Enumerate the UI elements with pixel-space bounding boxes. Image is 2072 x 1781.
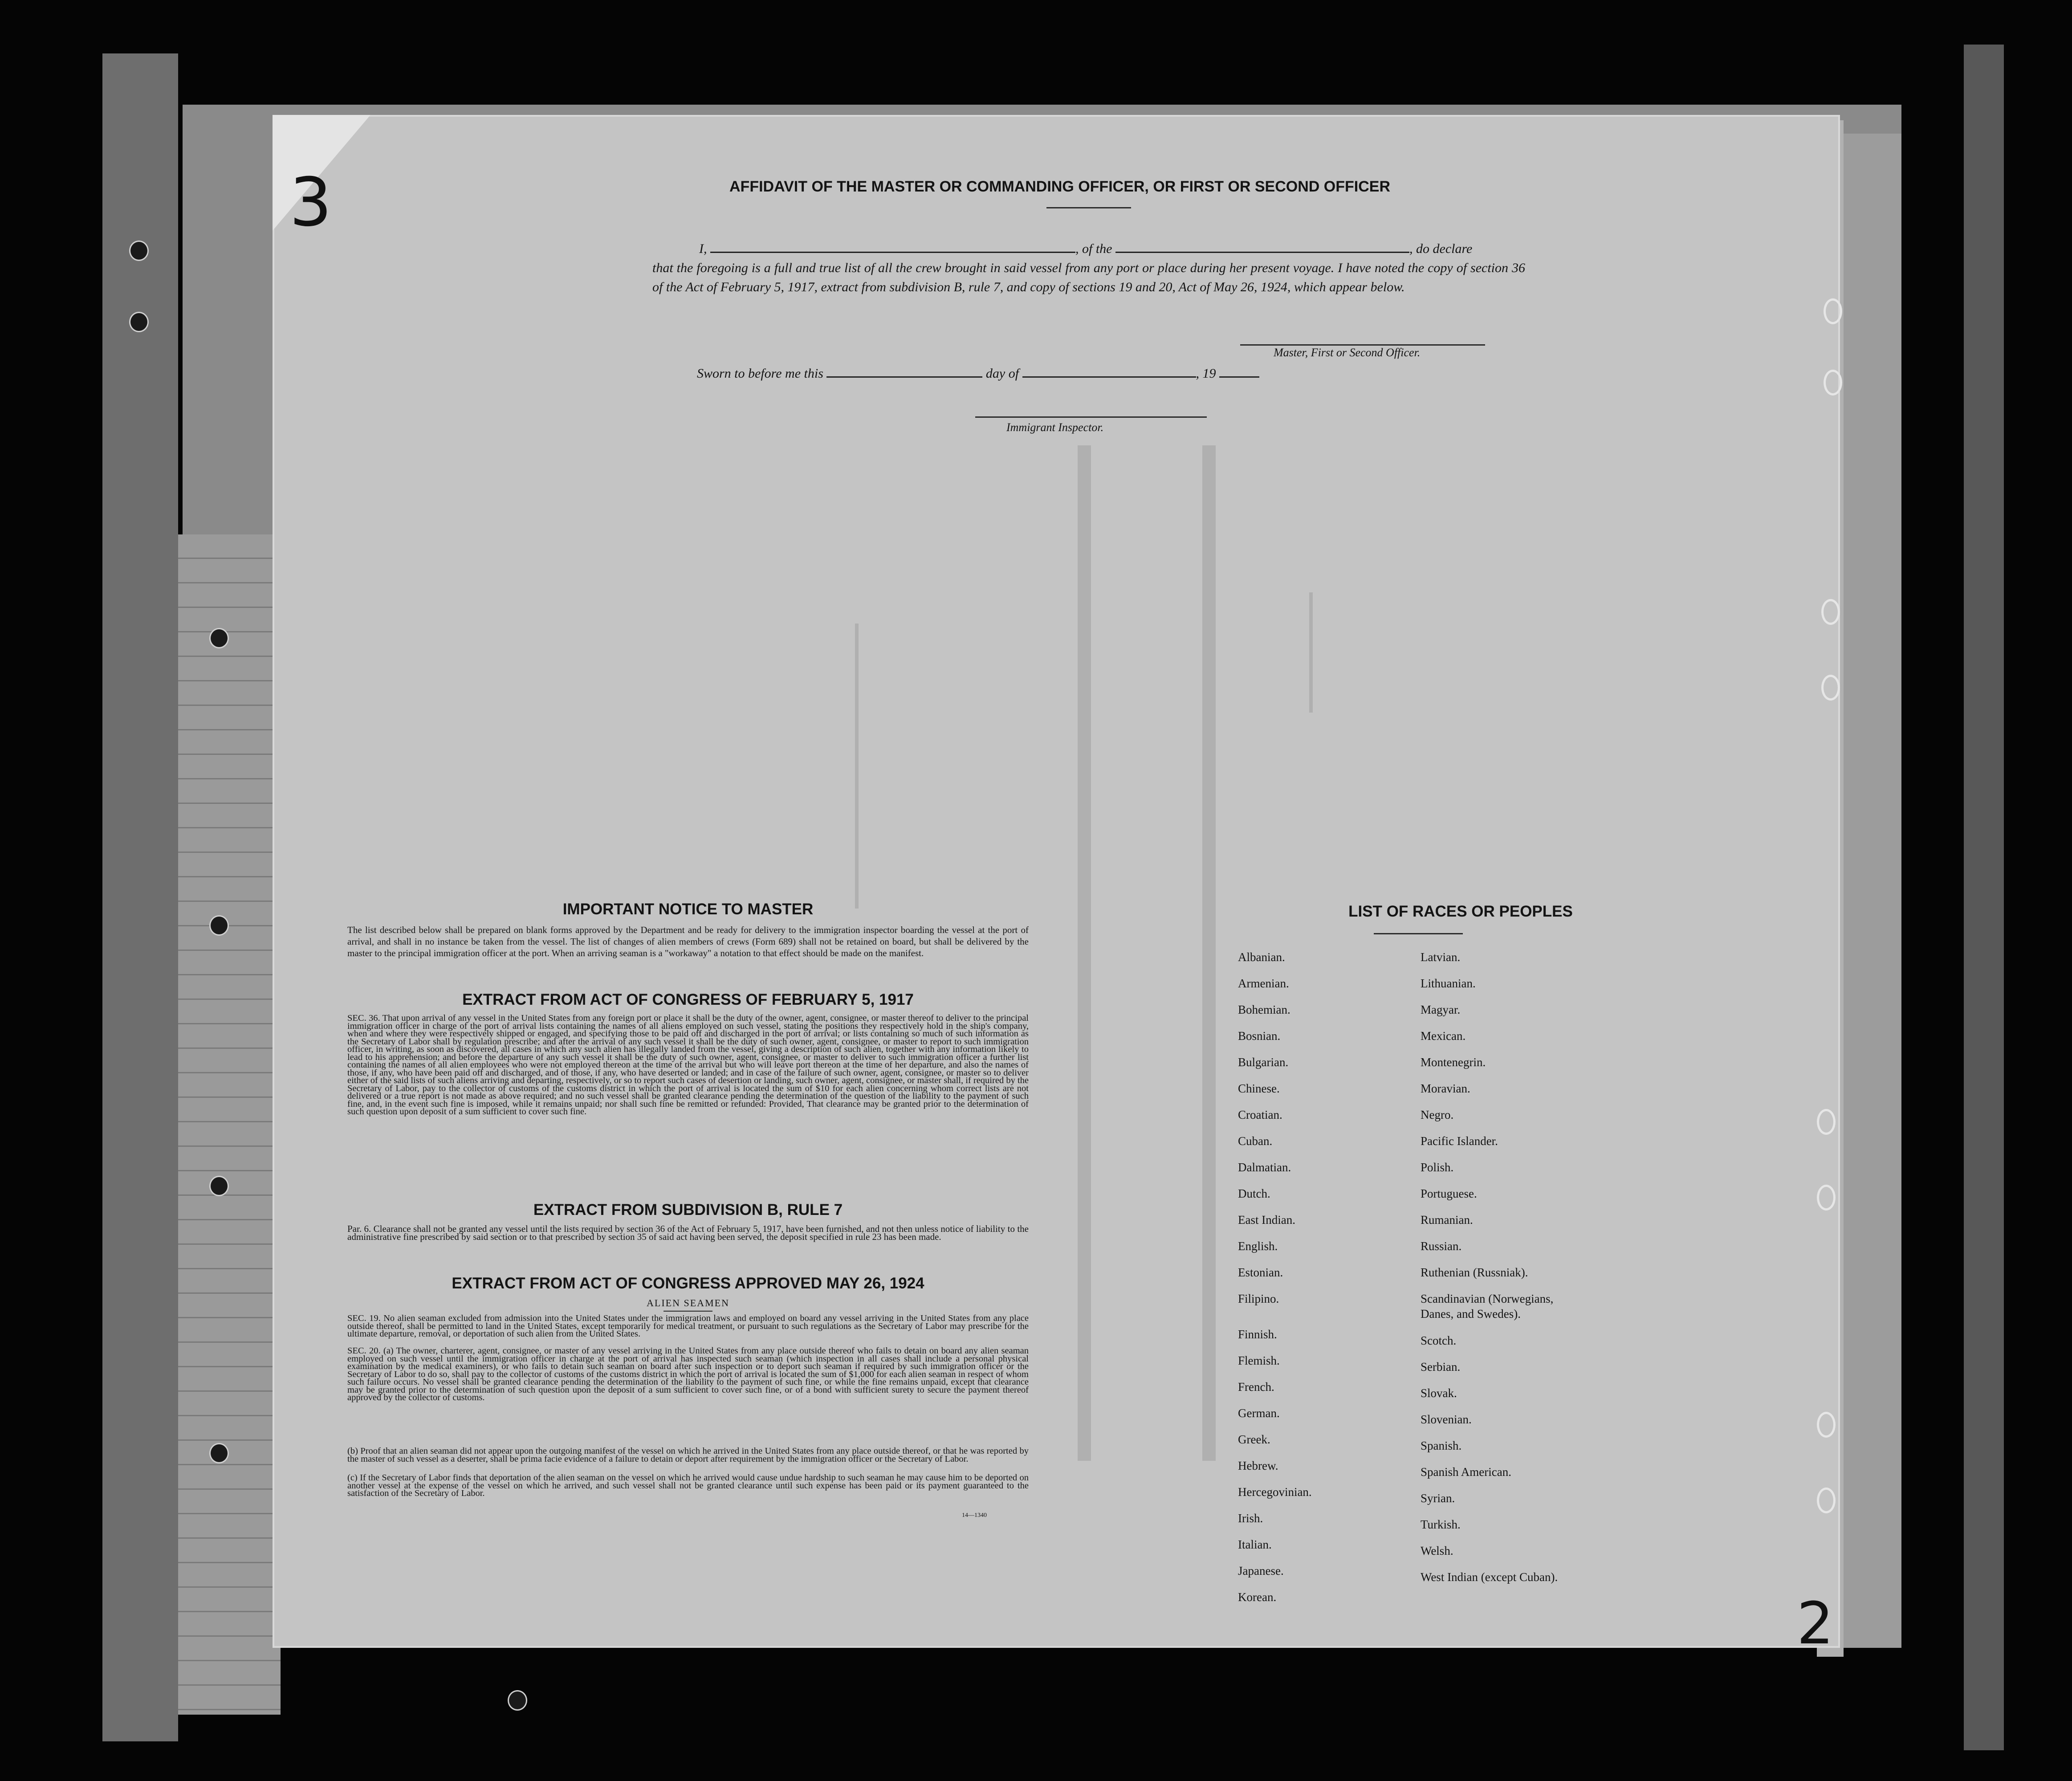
race-item: Estonian.: [1238, 1266, 1283, 1279]
binder-hole: [1817, 1488, 1836, 1513]
race-item: Turkish.: [1421, 1518, 1461, 1531]
sworn-year-blank: [1219, 363, 1259, 378]
binder-hole: [1817, 1185, 1836, 1210]
extract-1924-sec20b: (b) Proof that an alien seaman did not appear upon the outgoing manifest of the vessel on which he arrived in the United States from any place outside thereof, or that he was reported by the master of such vessel as a deserter, shall be prima facie evidence of a failure to detain or deport after requirement by the immigration officer or the Secretary of Labor.: [347, 1446, 1029, 1464]
race-item: Welsh.: [1421, 1544, 1453, 1557]
race-item: Slovak.: [1421, 1386, 1457, 1400]
extract-1924-subtitle: ALIEN SEAMEN: [647, 1297, 729, 1308]
name-blank: [710, 238, 1075, 253]
races-title: LIST OF RACES OR PEOPLES: [1348, 903, 1573, 920]
bleed-through-rule: [1078, 445, 1091, 1461]
punch-hole: [209, 628, 229, 648]
film-strip-right: [1964, 45, 2004, 1750]
punch-hole: [129, 240, 149, 261]
ledger-lines: [178, 534, 281, 1715]
race-item: Serbian.: [1421, 1360, 1461, 1373]
extract-1924-title: EXTRACT FROM ACT OF CONGRESS APPROVED MAY 26, 1924: [452, 1275, 924, 1292]
race-item: Montenegrin.: [1421, 1056, 1486, 1069]
sworn-day-label: day of: [985, 366, 1019, 381]
sworn-day-blank: [826, 363, 982, 378]
binder-hole: [1824, 370, 1842, 395]
label-of-the: , of the: [1075, 241, 1112, 256]
binder-hole: [1821, 675, 1840, 701]
punch-hole: [508, 1690, 527, 1711]
race-item: Pacific Islander.: [1421, 1134, 1498, 1148]
race-item: Japanese.: [1238, 1564, 1284, 1577]
race-item: Italian.: [1238, 1538, 1272, 1551]
vessel-blank: [1115, 238, 1409, 253]
race-item: Flemish.: [1238, 1354, 1280, 1367]
race-item: Armenian.: [1238, 977, 1289, 990]
race-item: West Indian (except Cuban).: [1421, 1570, 1558, 1584]
race-item: Albanian.: [1238, 950, 1285, 964]
sworn-month-blank: [1022, 363, 1196, 378]
race-item: Filipino.: [1238, 1292, 1279, 1305]
race-item: East Indian.: [1238, 1213, 1295, 1227]
bleed-through-rule: [1202, 445, 1216, 1461]
race-item: Hebrew.: [1238, 1459, 1278, 1472]
races-title-rule: [1374, 933, 1463, 934]
handwritten-page-number: 3: [289, 164, 332, 241]
race-item: Syrian.: [1421, 1492, 1455, 1505]
race-item: Irish.: [1238, 1512, 1263, 1525]
race-item: Magyar.: [1421, 1003, 1461, 1016]
race-item: Moravian.: [1421, 1082, 1470, 1095]
race-item: Polish.: [1421, 1161, 1454, 1174]
extract-rule7-body: Par. 6. Clearance shall not be granted any vessel until the lists required by section 36 of the Act of February 5, 1917, have been furnished, and not then unless notice of liability to the administrative fine prescribed by said section or to that prescribed by section 35 of said act having been served, the deposit specified in rule 23 has been made.: [347, 1223, 1029, 1242]
extract-rule7-title: EXTRACT FROM SUBDIVISION B, RULE 7: [533, 1201, 843, 1219]
race-item: Portuguese.: [1421, 1187, 1477, 1200]
label-do-declare: , do declare: [1409, 241, 1473, 256]
race-item: Korean.: [1238, 1590, 1277, 1604]
binder-hole: [1821, 599, 1840, 625]
bleed-through-rule: [855, 624, 859, 909]
affidavit-declaration-line: [699, 238, 1527, 258]
race-item: Negro.: [1421, 1108, 1454, 1121]
race-item: Ruthenian (Russniak).: [1421, 1266, 1528, 1279]
race-item: Dalmatian.: [1238, 1161, 1291, 1174]
handwritten-page-number: 2: [1797, 1589, 1834, 1657]
race-item: Cuban.: [1238, 1134, 1273, 1148]
punch-hole: [129, 312, 149, 332]
race-item: Dutch.: [1238, 1187, 1270, 1200]
notice-body: The list described below shall be prepared on blank forms approved by the Department and be ready for delivery to the immigration inspector boarding the vessel at the port of arrival, and shall in no instance be taken from the vessel. The list of changes of alien members of crews (Form 689) shall not be retained on board, but shall be delivered by the master to the principal immigration officer at the port. When an arriving seaman is a "workaway" a notation to that effect should be made on the manifest.: [347, 925, 1029, 958]
race-item: Latvian.: [1421, 950, 1461, 964]
race-item: German.: [1238, 1406, 1280, 1420]
binder-hole: [1817, 1412, 1836, 1438]
affidavit-body: that the foregoing is a full and true list of all the crew brought in said vessel from any port or place during her present voyage. I have noted the copy of section 36 of the Act of February 5, 1917, extract from subdivision B, rule 7, and copy of sections 19 and 20, Act of May 26, 1924, which appear below.: [652, 261, 1525, 294]
race-item: Bulgarian.: [1238, 1056, 1289, 1069]
race-item: Chinese.: [1238, 1082, 1280, 1095]
bleed-through-rule: [1309, 592, 1313, 713]
punch-hole: [209, 915, 229, 936]
race-item: Slovenian.: [1421, 1413, 1472, 1426]
officer-signature-line: [1240, 344, 1485, 346]
races-list-right: [1421, 944, 1652, 1590]
race-item: French.: [1238, 1380, 1274, 1394]
form-number: 14—1340: [962, 1512, 987, 1519]
extract-1917-title: EXTRACT FROM ACT OF CONGRESS OF FEBRUARY 5, 1917: [462, 991, 914, 1008]
sworn-line: [697, 363, 1320, 383]
race-item: Croatian.: [1238, 1108, 1282, 1121]
binder-hole: [1817, 1109, 1836, 1135]
subtitle-rule: [664, 1311, 712, 1312]
race-item: Spanish American.: [1421, 1465, 1511, 1479]
sworn-year-label: , 19: [1196, 366, 1216, 381]
inspector-signature-line: [975, 416, 1207, 418]
races-list-left: [1238, 944, 1407, 1610]
race-item: Lithuanian.: [1421, 977, 1476, 990]
race-item: Bohemian.: [1238, 1003, 1290, 1016]
punch-hole: [209, 1443, 229, 1463]
race-item: Greek.: [1238, 1433, 1270, 1446]
extract-1924-sec20a: SEC. 20. (a) The owner, charterer, agent, consignee, or master of any vessel arriving in the United States from any place outside thereof who fails to detain on board any alien seaman employed on such vessel until the immigration officer in charge at the port of arrival has inspected such seaman (which inspection in all cases shall include a personal physical examination by the medical examiners), or who fails to detain such seaman on board after such inspection or to deport such seaman if required by such immigration officer or the Secretary of Labor to do so, shall pay to the collector of customs of the customs district in which the port of arrival is located the sum of $1,000 for each alien seaman in respect of whom such failure occurs. No vessel shall be granted clearance pending the determination of the liability to the payment of such fine, or while the fine remains unpaid, except that clearance may be granted prior to the determination of such question upon the deposit of a sum sufficient to cover such fine, or of a bond with sufficient surety to secure the payment thereof approved by the collector of customs.: [347, 1346, 1029, 1402]
race-item: Scotch.: [1421, 1334, 1457, 1347]
race-item: Rumanian.: [1421, 1213, 1473, 1227]
race-item: Finnish.: [1238, 1328, 1277, 1341]
film-strip-left: [102, 53, 178, 1741]
punch-hole: [209, 1176, 229, 1196]
officer-caption: Master, First or Second Officer.: [1274, 346, 1421, 359]
race-item: Hercegovinian.: [1238, 1485, 1312, 1499]
race-item: Scandinavian (Norwegians, Danes, and Swedes).: [1421, 1292, 1554, 1320]
notice-title: IMPORTANT NOTICE TO MASTER: [562, 901, 814, 918]
race-item: Spanish.: [1421, 1439, 1462, 1452]
affidavit-title: AFFIDAVIT OF THE MASTER OR COMMANDING OFFICER, OR FIRST OR SECOND OFFICER: [729, 178, 1390, 195]
race-item: Russian.: [1421, 1239, 1462, 1253]
extract-1917-body: SEC. 36. That upon arrival of any vessel in the United States from any foreign port or place it shall be the duty of the owner, agent, consignee, or master thereof to deliver to the principal immigration officer in charge of the port of arrival lists containing the names of all aliens employed on such vessel, stating the positions they respectively hold in the ship's company, when and where they were respectively shipped or engaged, and specifying those to be paid off and discharged in the port of arrival; or lists containing so much of such information as the Secretary of Labor shall by regulation prescribe; and after the arrival of any such vessel it shall be the duty of such owner, agent, consignee, or master to report to such immigration officer, in writing, as soon as discovered, all cases in which any such alien has illegally landed from the vessel, giving a description of such alien, together with any information likely to lead to his apprehension; and before the departure of any such vessel it shall be the duty of such owner, agent, consignee, or master to deliver to such immigration officer a further list containing the names of all alien employees who were not employed thereon at the time of the arrival but who will leave port thereon at the time of her departure, and also the names of those, if any, who have been paid off and discharged, and of those, if any, who have deserted or landed; and in case of the failure of such owner, agent, consignee, or master so to deliver either of the said lists of such aliens arriving and departing, respectively, or so to report such cases of desertion or landing, such owner, agent, consignee, or master shall, if required by the Secretary of Labor, pay to the collector of customs of the customs district in which the port of arrival is located the sum of $10 for each alien concerning whom correct lists are not delivered or a true report is not made as above required; and no such vessel shall be granted clearance pending the determination of the question of the liability to the payment of such fine, and, in the event such fine is imposed, while it remains unpaid; nor shall such fine be remitted or refunded: Provided, That clearance may be granted prior to the determination of such question upon deposit of a sum sufficient to cover such fine.: [347, 1013, 1029, 1117]
extract-1924-sec20c: (c) If the Secretary of Labor finds that deportation of the alien seaman on the vessel on which he arrived would cause undue hardship to such seaman he may cause him to be deported on another vessel at the expense of the vessel on which he arrived, and such vessel shall not be granted clearance until such expense has been paid or its payment guaranteed to the satisfaction of the Secretary of Labor.: [347, 1473, 1029, 1498]
race-item: Mexican.: [1421, 1029, 1466, 1043]
inspector-caption: Immigrant Inspector.: [1006, 421, 1104, 434]
binder-hole: [1824, 298, 1842, 324]
race-item: English.: [1238, 1239, 1278, 1253]
label-i: I,: [699, 241, 707, 256]
race-item: Bosnian.: [1238, 1029, 1281, 1043]
sworn-prefix: Sworn to before me this: [697, 366, 823, 381]
title-rule: [1046, 207, 1131, 208]
extract-1924-sec19: SEC. 19. No alien seaman excluded from admission into the United States under the immigration laws and employed on board any vessel arriving in the United States from any place outside thereof, shall be permitted to land in the United States, except temporarily for medical treatment, or pursuant to such regulations as the Secretary of Labor may prescribe for the ultimate departure, removal, or deportation of such alien from the United States.: [347, 1313, 1029, 1339]
